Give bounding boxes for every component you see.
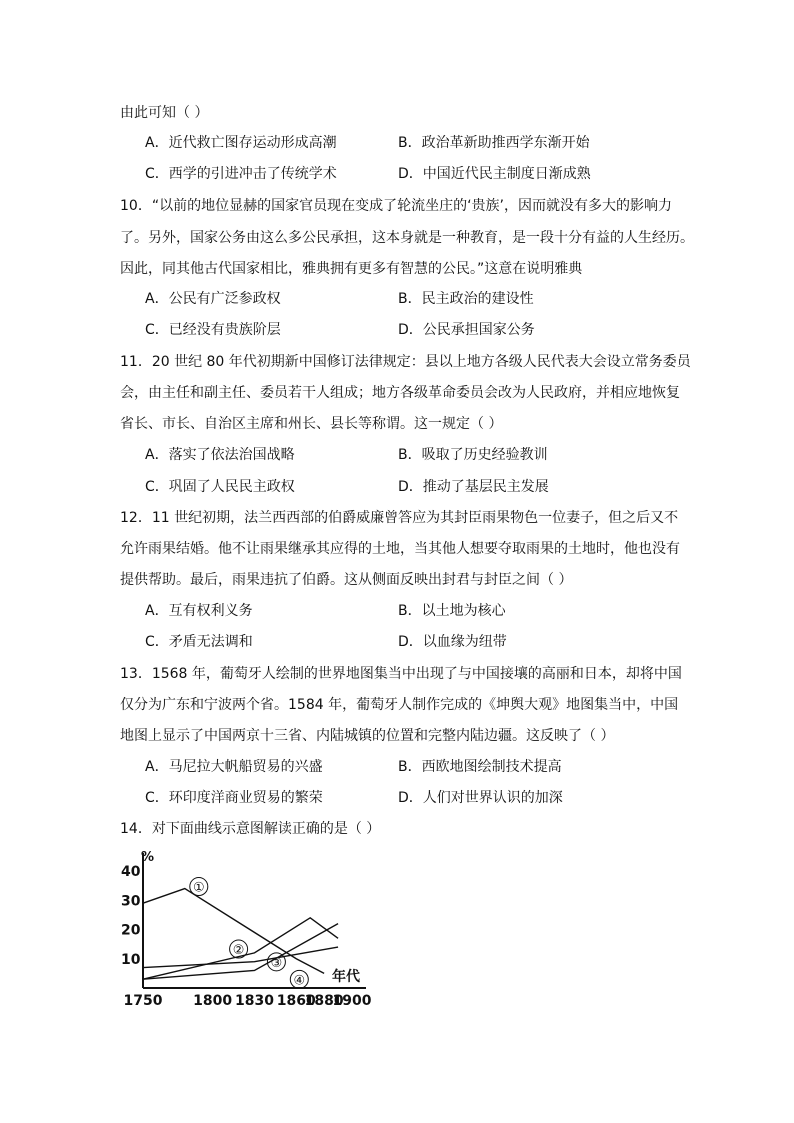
q13-line-2: 仅分为广东和宁波两个省。1584 年，葡萄牙人制作完成的《坤舆大观》地图集当中，中国 [120,697,679,713]
q11-option-b: B．吸取了历史经验教训 [398,447,548,463]
q11-option-c: C．巩固了人民民主政权 [145,479,295,495]
q12-line-1: 12．11 世纪初期，法兰西西部的伯爵威廉曾答应为其封臣雨果物色一位妻子，但之后又不 [120,510,679,526]
q9-stem: 由此可知（ ） [120,105,209,121]
q12-line-3: 提供帮助。最后，雨果违抗了伯爵。这从侧面反映出封君与封臣之间（ ） [120,572,573,588]
q12-line-2: 允许雨果结婚。他不让雨果继承其应得的土地，当其他人想要夺取雨果的土地时，他也没有 [120,541,680,557]
x-tick-label: 1880 [304,993,344,1009]
chart-axes [121,850,372,1009]
y-tick-label: 30 [121,893,141,910]
y-tick-label: 20 [121,922,141,939]
series-line-1 [143,889,324,974]
x-tick-label: 1860 [276,993,316,1009]
q11-option-d: D．推动了基层民主发展 [398,479,549,495]
q13-option-b: B．西欧地图绘制技术提高 [398,759,562,775]
chart-labels [190,878,308,989]
x-tick-label: 1830 [234,993,274,1009]
series-name-label-3: ③ [270,955,283,971]
series-name-label-2: ② [232,943,245,959]
q10-option-a: A．公民有广泛参政权 [145,291,281,307]
q10-option-d: D．公民承担国家公务 [398,322,535,338]
q9-option-d: D．中国近代民主制度日渐成熟 [398,166,591,182]
x-axis-label: 年代 [332,969,360,985]
q10-option-b: B．民主政治的建设性 [398,291,534,307]
q10-line-1: 10．“以前的地位显赫的国家官员现在变成了轮流坐庄的‘贵族’，因而就没有多大的影响力 [120,198,672,214]
q11-line-3: 省长、市长、自治区主席和州长、县长等称谓。这一规定（ ） [120,416,503,432]
q13-line-1: 13．1568 年，葡萄牙人绘制的世界地图集当中出现了与中国接壤的高丽和日本，却将中国 [120,666,682,682]
x-tick-label: 1900 [332,993,372,1009]
q13-option-c: C．环印度洋商业贸易的繁荣 [145,790,323,806]
q10-option-c: C．已经没有贵族阶层 [145,322,281,338]
q13-option-a: A．马尼拉大帆船贸易的兴盛 [145,759,323,775]
series-name-label-1: ① [192,880,205,896]
q13-line-3: 地图上显示了中国两京十三省、内陆城镇的位置和完整内陆边疆。这反映了（ ） [120,728,615,744]
q9-option-a: A．近代救亡图存运动形成高潮 [145,135,337,151]
q9-option-b: B．政治革新助推西学东渐开始 [398,135,590,151]
y-tick-label: 40 [121,864,141,880]
q11-line-2: 会，由主任和副主任、委员若干人组成；地方各级革命委员会改为人民政府，并相应地恢复 [120,385,680,401]
curve-chart-svg [118,845,388,1010]
q12-option-d: D．以血缘为纽带 [398,634,507,650]
x-tick-label: 1750 [123,993,163,1009]
q11-option-a: A．落实了依法治国战略 [145,447,295,463]
q10-line-3: 因此，同其他古代国家相比，雅典拥有更多有智慧的公民。”这意在说明雅典 [120,261,583,277]
y-tick-label: 10 [121,951,141,968]
q12-option-c: C．矛盾无法调和 [145,634,253,650]
y-axis-unit-label: % [141,850,155,865]
q14-stem: 14．对下面曲线示意图解读正确的是（ ） [120,821,381,837]
q11-line-1: 11．20 世纪 80 年代初期新中国修订法律规定：县以上地方各级人民代表大会设立常务委员 [120,354,691,370]
chart-series [143,889,338,980]
series-name-label-4: ④ [293,973,306,989]
q12-option-a: A．互有权利义务 [145,603,253,619]
q12-option-b: B．以土地为核心 [398,603,506,619]
q13-option-d: D．人们对世界认识的加深 [398,790,563,806]
curve-chart [118,845,388,1010]
x-tick-label: 1800 [193,993,233,1009]
q10-line-2: 了。另外，国家公务由这么多公民承担，这本身就是一种教育，是一段十分有益的人生经历。 [120,230,694,246]
q9-option-c: C．西学的引进冲击了传统学术 [145,166,337,182]
